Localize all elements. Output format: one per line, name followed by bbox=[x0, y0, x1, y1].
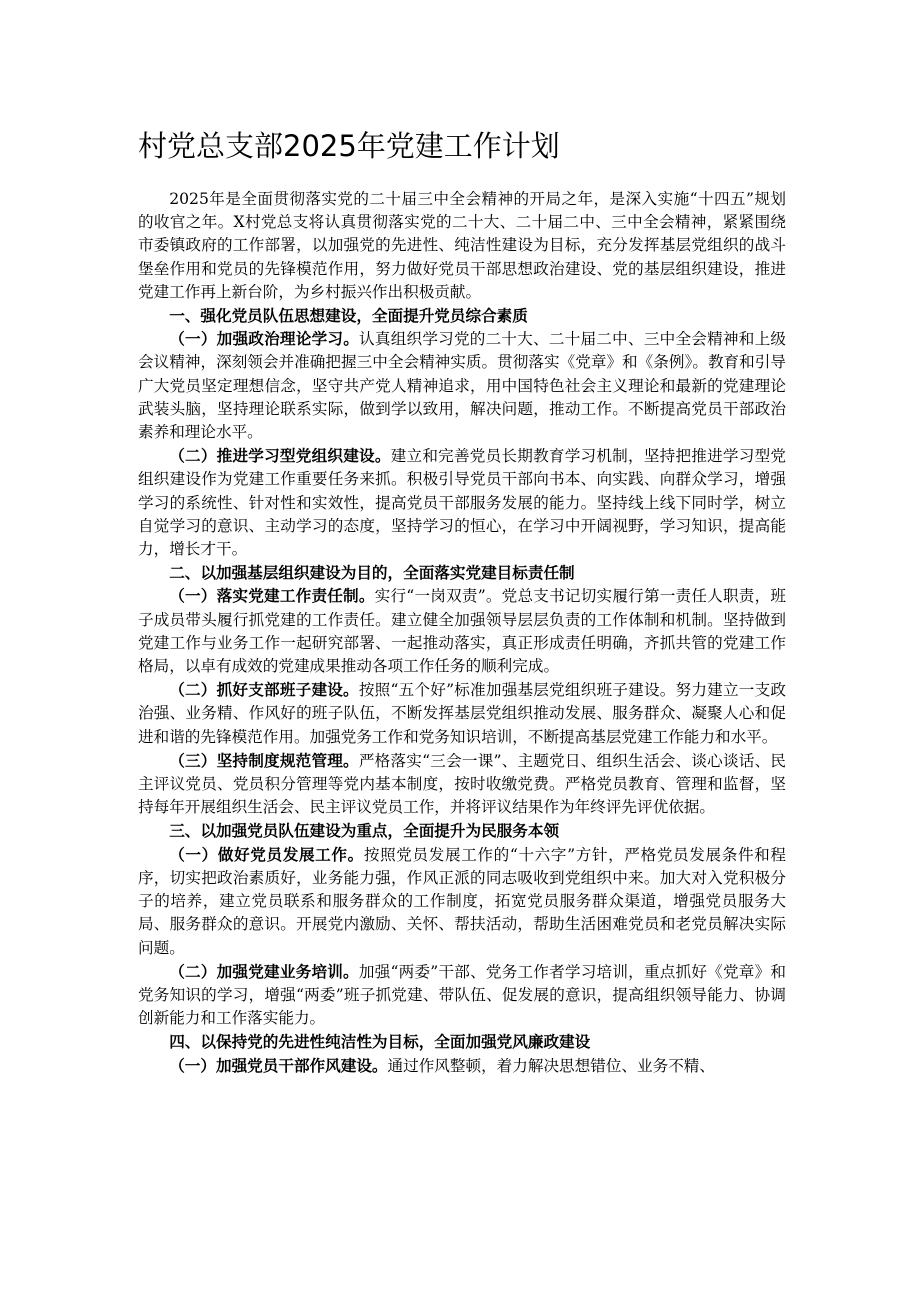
item-lead: （二）加强党建业务培训。 bbox=[169, 961, 359, 981]
section-heading-1: 一、强化党员队伍思想建设，全面提升党员综合素质 bbox=[169, 306, 528, 326]
item-lead: （二）推进学习型党组织建设。 bbox=[169, 446, 391, 466]
section-2-item-1 bbox=[138, 584, 786, 678]
section-3-item-1 bbox=[138, 843, 786, 960]
section-heading-2: 二、以加强基层组织建设为目的，全面落实党建目标责任制 bbox=[169, 563, 575, 583]
item-lead: （二）抓好支部班子建设。 bbox=[169, 680, 359, 700]
section-heading-4: 四、以保持党的先进性纯洁性为目标，全面加强党风廉政建设 bbox=[169, 1032, 591, 1052]
section-2-item-2 bbox=[138, 678, 786, 749]
item-text: 按照党员发展工作的“十六字”方针，严格党员发展条件和程序，切实把政治素质好，业务能力强，作风正派的同志吸收到党组织中来。加大对入党积极分子的培养，建立党员联系和服务群众的工作制度，拓宽党员服务群众渠道，增强党员服务大局、服务群众的意识。开展党内激励、关怀、帮扶活动，帮助生活困难党员和老党员解决实际问题。 bbox=[138, 845, 786, 957]
item-lead: （一）落实党建工作责任制。 bbox=[169, 586, 375, 606]
section-heading-3: 三、以加强党员队伍建设为重点，全面提升为民服务本领 bbox=[169, 821, 560, 841]
item-lead: （一）做好党员发展工作。 bbox=[169, 844, 364, 864]
section-2-item-3 bbox=[138, 749, 786, 820]
item-text: 认真组织学习党的二十大、二十届二中、三中全会精神和上级会议精神，深刻领会并准确把握三中全会精神实质。贯彻落实《党章》和《条例》。教育和引导广大党员坚定理想信念，坚守共产党人精神追求，用中国特色社会主义理论和最新的党建理论武装头脑，坚持理论联系实际，做到学以致用，解决问题，推动工作。不断提高党员干部政治素养和理论水平。 bbox=[138, 330, 786, 442]
document-page bbox=[138, 126, 786, 1078]
section-4-item-1 bbox=[138, 1054, 786, 1078]
item-text: 实行“一岗双责”。党总支书记切实履行第一责任人职责，班子成员带头履行抓党建的工作责任。建立健全加强领导层层负责的工作体制和机制。坚持做到党建工作与业务工作一起研究部署、一起推动落实，真正形成责任明确，齐抓共管的党建工作格局，以卓有成效的党建成果推动各项工作任务的顺利完成。 bbox=[138, 587, 786, 676]
item-text: 严格落实“三会一课”、主题党日、组织生活会、谈心谈话、民主评议党员、党员积分管理等党内基本制度，按时收缴党费。严格党员教育、管理和监督，坚持每年开展组织生活会、民主评议党员工作，并将评议结果作为年终评先评优依据。 bbox=[138, 751, 786, 817]
item-text: 通过作风整顿，着力解决思想错位、业务不精、 bbox=[387, 1056, 715, 1075]
section-3-item-2 bbox=[138, 960, 786, 1031]
item-text: 建立和完善党员长期教育学习机制，坚持把推进学习型党组织建设作为党建工作重要任务来抓。积极引导党员干部向书本、向实践、向群众学习，增强学习的系统性、针对性和实效性，提高党员干部服务发展的能力。坚持线上线下同时学，树立自觉学习的意识、主动学习的态度，坚持学习的恒心，在学习中开阔视野，学习知识，提高能力，增长才干。 bbox=[138, 447, 786, 559]
section-1-item-2 bbox=[138, 444, 786, 561]
item-lead: （一）加强党员干部作风建设。 bbox=[169, 1055, 388, 1075]
item-text: 按照“五个好”标准加强基层党组织班子建设。努力建立一支政治强、业务精、作风好的班子队伍，不断发挥基层党组织推动发展、服务群众、凝聚人心和促进和谐的先锋模范作用。加强党务工作和党务知识培训，不断提高基层党建工作能力和水平。 bbox=[138, 681, 786, 746]
document-title: 村党总支部2025年党建工作计划 bbox=[138, 129, 560, 163]
intro-paragraph: 2025年是全面贯彻落实党的二十届三中全会精神的开局之年，是深入实施“十四五”规划的收官之年。X村党总支将认真贯彻落实党的二十大、二十届二中、三中全会精神，紧紧围绕市委镇政府的工作部署，以加强党的先进性、纯洁性建设为目标，充分发挥基层党组织的战斗堡垒作用和党员的先锋模范作用，努力做好党员干部思想政治建设、党的基层组织建设，推进党建工作再上新台阶，为乡村振兴作出积极贡献。 bbox=[138, 190, 786, 301]
item-text: 加强“两委”干部、党务工作者学习培训，重点抓好《党章》和党务知识的学习，增强“两委”班子抓党建、带队伍、促发展的意识，提高组织领导能力、协调创新能力和工作落实能力。 bbox=[138, 962, 786, 1028]
item-lead: （三）坚持制度规范管理。 bbox=[169, 750, 359, 770]
item-lead: （一）加强政治理论学习。 bbox=[169, 329, 360, 349]
section-1-item-1 bbox=[138, 327, 786, 444]
